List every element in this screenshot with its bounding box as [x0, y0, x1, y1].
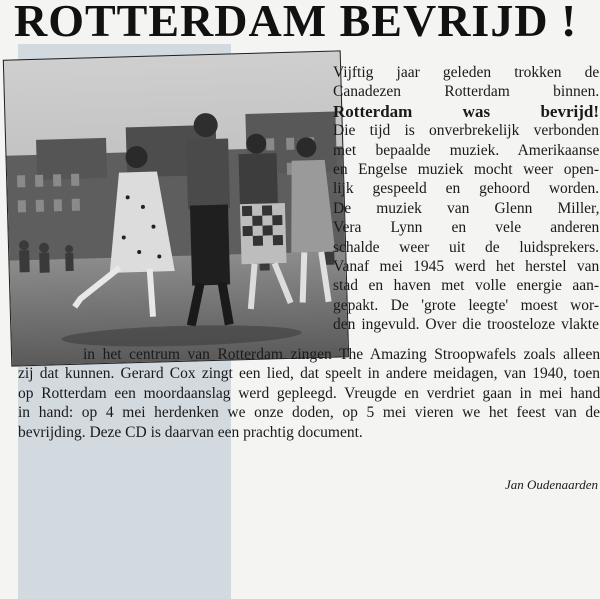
- author-signature: Jan Oudenaarden: [504, 477, 598, 492]
- full-line-5: bevrijding. Deze CD is daarvan een prachtig document.: [18, 423, 363, 441]
- column-paragraph: [333, 63, 599, 335]
- full-width-paragraph: [18, 345, 600, 442]
- column-line-6: en Engelse muziek mocht weer open-: [333, 161, 599, 179]
- column-line-7: lijk gespeeld en gehoord worden.: [333, 180, 600, 198]
- full-line-1: in het centrum van Rotterdam zingen The Amazing Stroopwafels zoals alleen: [83, 346, 600, 363]
- full-line-3: op Rotterdam een moordaanslag werd gepleegd. Vreugde en verdriet gaan in mei hand: [18, 384, 600, 402]
- column-line-2: Canadezen Rotterdam binnen.: [333, 83, 600, 101]
- photo-image: [4, 51, 348, 365]
- page-title: ROTTERDAM BEVRIJD !: [14, 0, 578, 46]
- column-line-11: Vanaf mei 1945 werd het herstel van: [333, 258, 600, 276]
- column-line-9: Vera Lynn en vele anderen: [333, 219, 600, 237]
- column-line-14: den ingevuld. Over die troosteloze vlakte: [333, 316, 599, 334]
- column-line-5: met bepaalde muziek. Amerikaanse: [333, 141, 600, 159]
- column-line-12: stad en haven met volle energie aan-: [333, 277, 600, 295]
- column-line-13: gepakt. De 'grote leegte' moest wor-: [333, 296, 600, 314]
- column-line-8: De muziek van Glenn Miller,: [333, 199, 600, 217]
- column-line-1: Vijftig jaar geleden trokken de: [333, 64, 600, 81]
- full-line-4: in hand: op 4 mei herdenken we onze doden, op 5 mei vieren we het feest van de: [18, 404, 600, 422]
- column-line-10: schalde weer uit de luidsprekers.: [333, 238, 599, 256]
- full-line-2: zij dat kunnen. Gerard Cox zingt een lied, dat speelt in andere meidagen, van 1940, toen: [18, 365, 600, 383]
- column-line-3-bold: Rotterdam was bevrijd!: [333, 101, 599, 121]
- column-line-4: Die tijd is onverbrekelijk verbonden: [333, 122, 599, 140]
- photo-dancing-crowd: [4, 51, 348, 365]
